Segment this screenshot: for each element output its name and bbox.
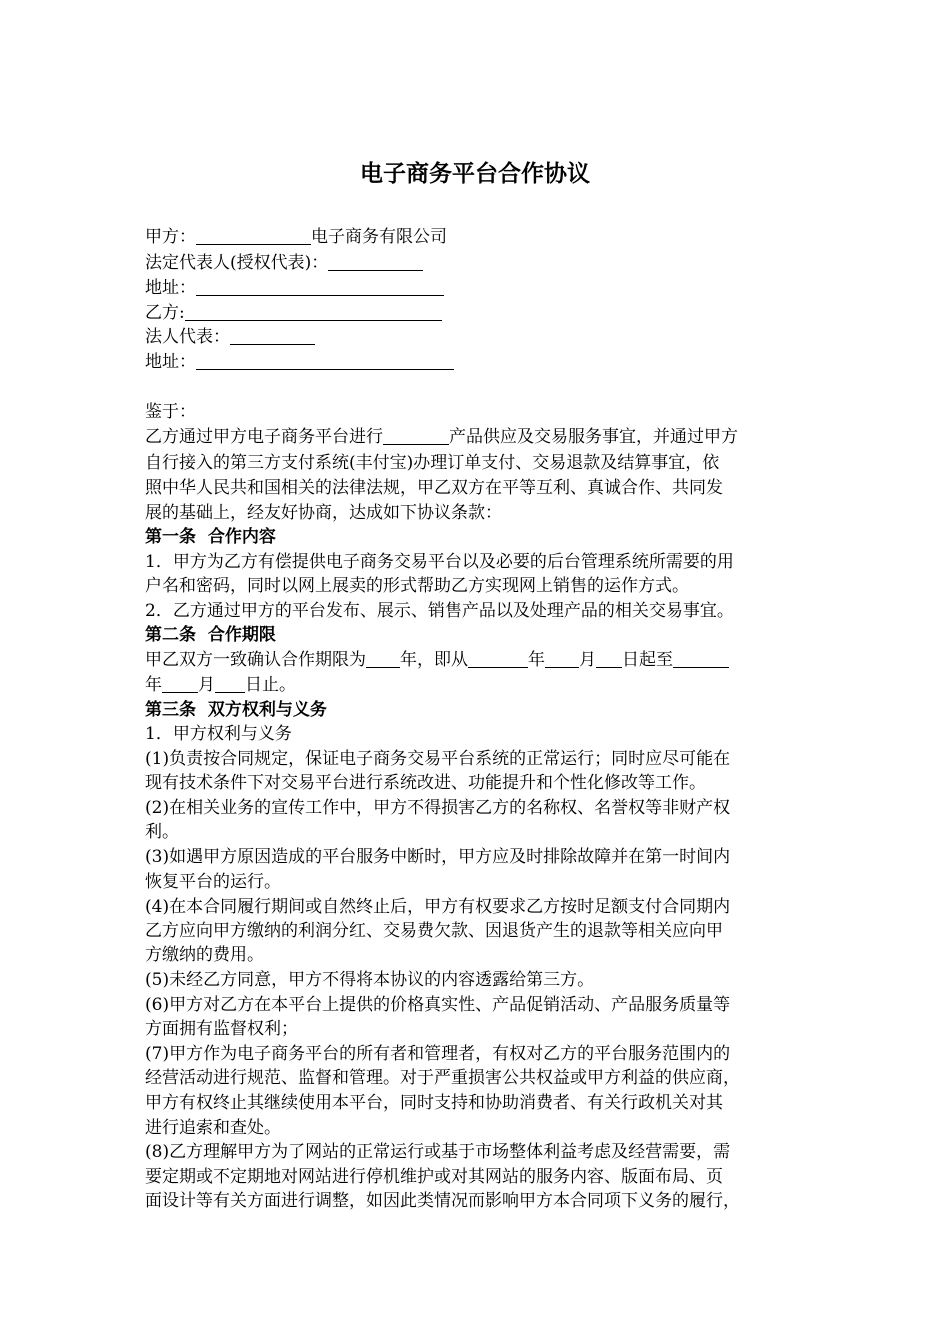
article-3-paragraph-line: (5)未经乙方同意，甲方不得将本协议的内容透露给第三方。: [145, 970, 595, 990]
preamble-line-1: [145, 425, 810, 449]
product-blank: [383, 426, 449, 445]
article-3-paragraph-line: (2)在相关业务的宣传工作中，甲方不得损害乙方的名称权、名誉权等非财产权: [145, 798, 731, 818]
article-3-paragraph-line: (6)甲方对乙方在本平台上提供的价格真实性、产品促销活动、产品服务质量等: [145, 995, 731, 1015]
term-text: 年: [145, 675, 162, 695]
article-3-paragraph-line: 甲方有权终止其继续使用本平台，同时支持和协助消费者、有关行政机关对其: [145, 1093, 723, 1113]
start-year-blank: [468, 649, 528, 668]
article-3-paragraph-line: 经营活动进行规范、监督和管理。对于严重损害公共权益或甲方利益的供应商，: [145, 1068, 740, 1088]
preamble-text: 乙方通过甲方电子商务平台进行: [145, 427, 383, 447]
article-3-paragraph-line: 恢复平台的运行。: [145, 872, 281, 892]
term-text: 甲乙双方一致确认合作期限为: [145, 650, 366, 670]
article-2-heading: 第二条 合作期限: [145, 625, 276, 645]
article-3-paragraph-line: (8)乙方理解甲方为了网站的正常运行或基于市场整体利益考虑及经营需要，需: [145, 1142, 731, 1162]
party-b-rep-blank: [230, 326, 315, 345]
article-3-paragraph-line: 面设计等有关方面进行调整，如因此类情况而影响甲方本合同项下义务的履行，: [145, 1191, 740, 1211]
party-b-label: 乙方:: [145, 303, 185, 323]
article-3-subheading: 1．甲方权利与义务: [145, 724, 292, 744]
term-text: 月: [579, 650, 596, 670]
article-1-line-3: 2．乙方通过甲方的平台发布、展示、销售产品以及处理产品的相关交易事宜。: [145, 601, 734, 621]
party-b-address-line: [145, 350, 810, 374]
term-text: 月: [198, 675, 215, 695]
article-3-paragraph-line: (4)在本合同履行期间或自然终止后，甲方有权要求乙方按时足额支付合同期内: [145, 897, 731, 917]
preamble-line-2: 自行接入的第三方支付系统(丰付宝)办理订单支付、交易退款及结算事宜，依: [145, 453, 720, 473]
article-1-line-1: 1．甲方为乙方有偿提供电子商务交易平台以及必要的后台管理系统所需要的用: [145, 552, 734, 572]
party-b-address-label: 地址：: [145, 352, 196, 372]
end-year-blank: [673, 649, 729, 668]
end-month-blank: [162, 674, 198, 693]
document-title: 电子商务平台合作协议: [360, 160, 590, 187]
article-3-paragraph-line: 方面拥有监督权利；: [145, 1019, 298, 1039]
party-b-address-blank: [196, 351, 454, 370]
article-3-paragraph-line: 乙方应向甲方缴纳的利润分红、交易费欠款、因退货产生的退款等相关应向甲: [145, 921, 723, 941]
party-a-address-line: [145, 276, 810, 300]
party-a-company-suffix: 电子商务有限公司: [311, 227, 447, 247]
article-3-paragraph-line: (7)甲方作为电子商务平台的所有者和管理者，有权对乙方的平台服务范围内的: [145, 1044, 731, 1064]
article-1-heading: 第一条 合作内容: [145, 527, 276, 547]
term-text: 日起至: [622, 650, 673, 670]
term-text: 年: [528, 650, 545, 670]
article-3-heading: 第三条 双方权利与义务: [145, 700, 327, 720]
party-a-line: [145, 225, 810, 249]
term-years-blank: [366, 649, 400, 668]
preamble-heading: 鉴于：: [145, 402, 196, 422]
article-3-paragraph-line: 要定期或不定期地对网站进行停机维护或对其网站的服务内容、版面布局、页: [145, 1167, 723, 1187]
party-a-rep-label: 法定代表人(授权代表)：: [145, 253, 329, 273]
preamble-line-4: 展的基础上，经友好协商，达成如下协议条款：: [145, 503, 502, 523]
article-3-paragraph-line: (1)负责按合同规定，保证电子商务交易平台系统的正常运行；同时应尽可能在: [145, 749, 731, 769]
article-2-line-1: [145, 648, 810, 672]
article-3-paragraph-line: 进行追索和查处。: [145, 1118, 281, 1138]
party-a-rep-blank: [328, 252, 423, 271]
article-3-paragraph-line: 方缴纳的费用。: [145, 945, 264, 965]
party-a-rep-line: [145, 251, 810, 275]
start-day-blank: [596, 649, 622, 668]
party-b-rep-label: 法人代表：: [145, 327, 230, 347]
party-a-address-blank: [196, 277, 444, 296]
preamble-text: 产品供应及交易服务事宜，并通过甲方: [449, 427, 738, 447]
article-1-line-2: 户名和密码，同时以网上展卖的形式帮助乙方实现网上销售的运作方式。: [145, 576, 689, 596]
party-a-blank: [196, 226, 311, 245]
start-month-blank: [545, 649, 579, 668]
party-b-rep-line: [145, 325, 810, 349]
article-2-line-2: [145, 673, 810, 697]
term-text: 年，即从: [400, 650, 468, 670]
party-a-address-label: 地址：: [145, 278, 196, 298]
article-3-paragraph-line: (3)如遇甲方原因造成的平台服务中断时，甲方应及时排除故障并在第一时间内: [145, 847, 731, 867]
preamble-line-3: 照中华人民共和国相关的法律法规，甲乙双方在平等互利、真诚合作、共同发: [145, 478, 723, 498]
party-b-line: [145, 301, 810, 325]
article-3-paragraph-line: 利。: [145, 822, 179, 842]
party-b-blank: [185, 302, 442, 321]
term-text: 日止。: [245, 675, 296, 695]
end-day-blank: [215, 674, 245, 693]
article-3-paragraph-line: 现有技术条件下对交易平台进行系统改进、功能提升和个性化修改等工作。: [145, 773, 706, 793]
party-a-label: 甲方：: [145, 227, 196, 247]
